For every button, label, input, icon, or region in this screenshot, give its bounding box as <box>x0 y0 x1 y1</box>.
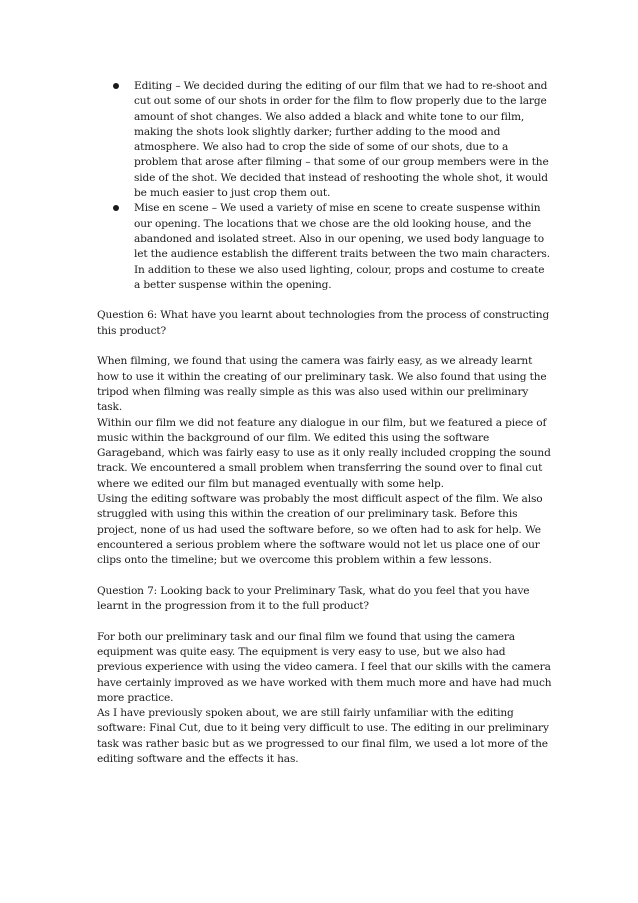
question-6-paragraph: Using the editing software was probably the most difficult aspect of the film. We also struggled with using this within the creation of our preliminary task. Before this project, none of us had used the software before, so we often had to ask for help. We encountered a serious problem where the software would not let us place one of our clips onto the timeline; but we overcome this problem within a few lessons. <box>97 493 543 567</box>
document-page <box>97 79 552 767</box>
question-7-heading: Question 7: Looking back to your Preliminary Task, what do you feel that you have learnt in the progression from it to the full product? <box>97 584 530 613</box>
question-7-paragraph: For both our preliminary task and our final film we found that using the camera equipment was quite easy. The equipment is very easy to use, but we also had previous experience with using the video camera. I feel that our skills with the camera have certainly improved as we have worked with them much more and have had much more practice. <box>97 630 552 704</box>
question-6-paragraph: When filming, we found that using the camera was fairly easy, as we already learnt how to use it within the creating of our preliminary task. We also found that using the tripod when filming was really simple as this was also used within our preliminary task. <box>97 355 547 414</box>
bullet-icon <box>113 205 119 211</box>
question-6-heading: Question 6: What have you learnt about technologies from the process of constructing this product? <box>97 309 550 337</box>
bullet-icon <box>113 83 119 89</box>
spacer <box>97 339 552 354</box>
question-7-paragraph: As I have previously spoken about, we are still fairly unfamiliar with the editing software: Final Cut, due to it being very difficult to use. The editing in our preliminary task was rather basic but as we progressed to our final film, we used a lot more of the editing software and the effects it has. <box>97 707 549 766</box>
spacer <box>97 614 552 629</box>
bullet-list <box>97 79 552 293</box>
bullet-item-editing <box>97 79 552 201</box>
question-6-paragraph: Within our film we did not feature any dialogue in our film, but we featured a piece of music within the background of our film. We edited this using the software Garageband, which was fairly easy to use as it only really included cropping the sound track. We encountered a small problem when transferring the sound over to final cut where we edited our film but managed eventually with some help. <box>97 416 551 490</box>
bullet-text: Editing – We decided during the editing of our film that we had to re-shoot and cut out some of our shots in order for the film to flow properly due to the large amount of shot changes. We also added a black and white tone to our film, making the shots look slightly darker; further adding to the mood and atmosphere. We also had to crop the side of some of our shots, due to a problem that arose after filming – that some of our group members were in the side of the shot. We decided that instead of reshooting the whole shot, it would be much easier to just crop them out. <box>134 80 549 200</box>
bullet-item-mise-en-scene <box>97 201 552 293</box>
spacer <box>97 569 552 584</box>
spacer <box>97 293 552 308</box>
bullet-text: Mise en scene – We used a variety of mise en scene to create suspense within our opening. The locations that we chose are the old looking house, and the abandoned and isolated street. Also in our opening, we used body language to let the audience establish the different traits between the two main characters. In addition to these we also used lighting, colour, props and costume to create a better suspense within the opening. <box>134 202 550 291</box>
